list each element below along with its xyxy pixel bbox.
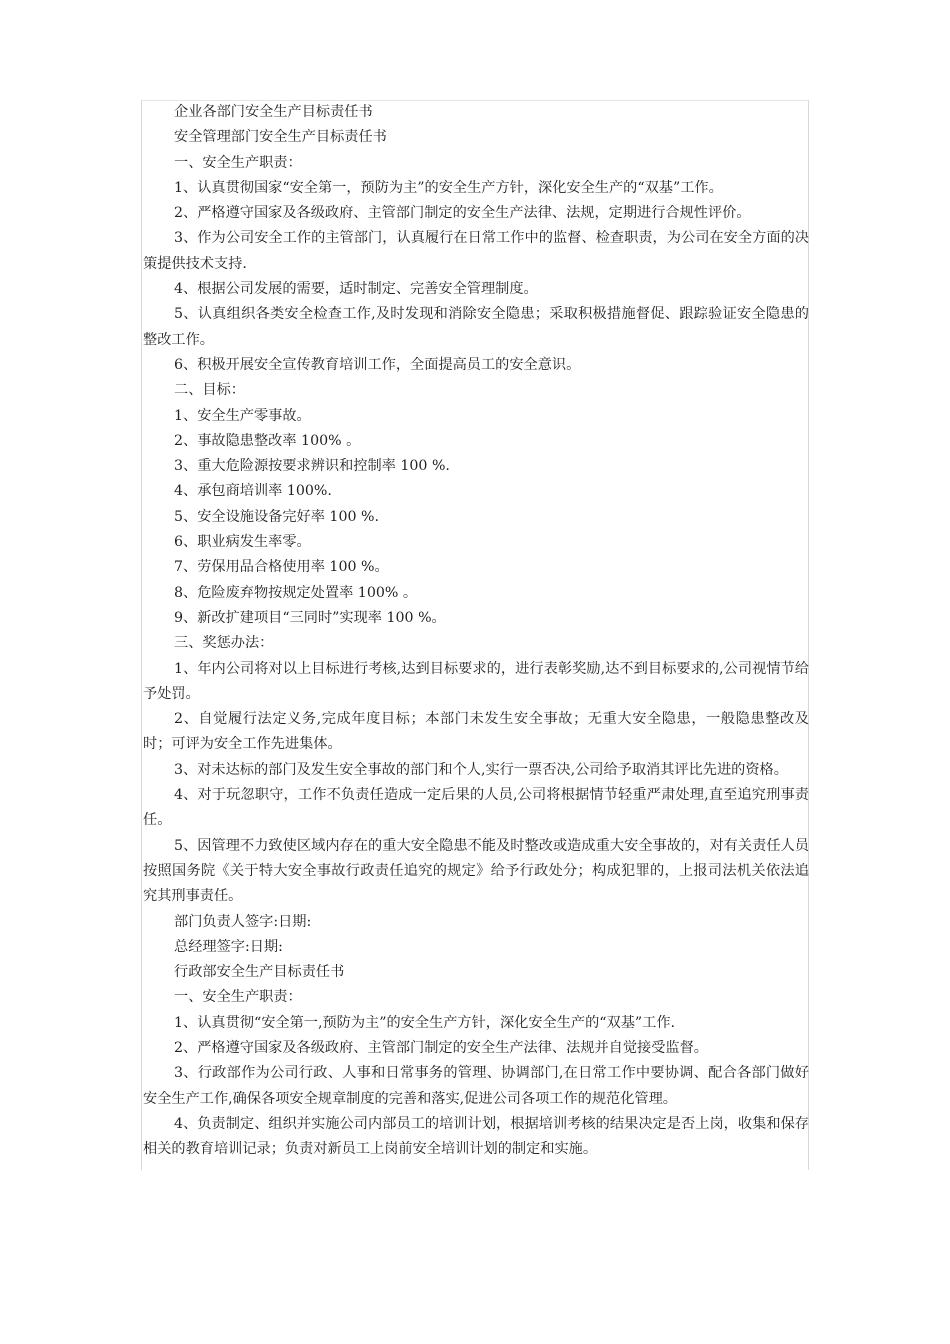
target-item: 6、职业病发生率零。 bbox=[174, 534, 311, 551]
target-item: 8、危险废弃物按规定处置率 100% 。 bbox=[174, 584, 418, 601]
reward-item: 5、因管理不力致使区域内存在的重大安全隐患不能及时整改或造成重大安全事故的，对有关责任人员按照国务院《关于特大安全事故行政责任追究的规定》给予行政处分；构成犯罪的，上报司法机关依法追究其刑事责任。 bbox=[143, 837, 809, 905]
target-item: 4、承包商培训率 100%. bbox=[174, 483, 332, 500]
document-body bbox=[143, 100, 809, 1162]
duty-item: 4、负责制定、组织并实施公司内部员工的培训计划，根据培训考核的结果决定是否上岗，收集和保存相关的教育培训记录；负责对新员工上岗前安全培训计划的制定和实施。 bbox=[143, 1115, 809, 1158]
signature-line-gm: 总经理签字:日期: bbox=[174, 938, 283, 955]
target-item: 7、劳保用品合格使用率 100 %。 bbox=[174, 559, 389, 576]
section-title-admin-dept: 行政部安全生产目标责任书 bbox=[174, 964, 345, 981]
target-item: 9、新改扩建项目“三同时”实现率 100 %。 bbox=[174, 609, 446, 626]
signature-line-dept-head: 部门负责人签字:日期: bbox=[174, 913, 312, 930]
duty-item: 3、行政部作为公司行政、人事和日常事务的管理、协调部门,在日常工作中要协调、配合各部门做好安全生产工作,确保各项安全规章制度的完善和落实,促进公司各项工作的规范化管理。 bbox=[143, 1065, 809, 1107]
reward-item: 4、对于玩忽职守，工作不负责任造成一定后果的人员,公司将根据情节轻重严肃处理,直至追究刑事责任。 bbox=[143, 787, 809, 829]
duty-item: 3、作为公司安全工作的主管部门，认真履行在日常工作中的监督、检查职责，为公司在安全方面的决策提供技术支持. bbox=[143, 230, 809, 272]
duty-item: 4、根据公司发展的需要，适时制定、完善安全管理制度。 bbox=[174, 281, 538, 298]
heading-duties: 一、安全生产职责： bbox=[174, 989, 302, 1006]
heading-duties: 一、安全生产职责： bbox=[174, 154, 302, 171]
target-item: 1、安全生产零事故。 bbox=[174, 407, 311, 424]
heading-targets: 二、目标： bbox=[174, 382, 245, 399]
target-item: 3、重大危险源按要求辨识和控制率 100 %. bbox=[174, 458, 450, 475]
duty-item: 6、积极开展安全宣传教育培训工作，全面提高员工的安全意识。 bbox=[174, 356, 581, 373]
duty-item: 2、严格遵守国家及各级政府、主管部门制定的安全生产法律、法规并自觉接受监督。 bbox=[174, 1039, 708, 1056]
document-title: 企业各部门安全生产目标责任书 bbox=[174, 104, 373, 120]
duty-item: 2、严格遵守国家及各级政府、主管部门制定的安全生产法律、法规，定期进行合规性评价。 bbox=[174, 205, 751, 222]
duty-item: 1、认真贯彻“安全第一,预防为主”的安全生产方针，深化安全生产的“双基”工作. bbox=[174, 1014, 676, 1031]
section-title-safety-dept: 安全管理部门安全生产目标责任书 bbox=[174, 129, 387, 146]
heading-rewards: 三、奖惩办法： bbox=[174, 635, 274, 652]
duty-item: 1、认真贯彻国家“安全第一，预防为主”的安全生产方针，深化安全生产的“双基”工作。 bbox=[174, 179, 723, 196]
target-item: 5、安全设施设备完好率 100 %. bbox=[174, 508, 379, 525]
target-item: 2、事故隐患整改率 100% 。 bbox=[174, 432, 361, 449]
reward-item: 3、对未达标的部门及发生安全事故的部门和个人,实行一票否决,公司给予取消其评比先进的资格。 bbox=[174, 761, 788, 778]
reward-item: 2、自觉履行法定义务,完成年度目标；本部门未发生安全事故；无重大安全隐患，一般隐患整改及时；可评为安全工作先进集体。 bbox=[143, 711, 809, 753]
duty-item: 5、认真组织各类安全检查工作,及时发现和消除安全隐患；采取积极措施督促、跟踪验证安全隐患的整改工作。 bbox=[143, 306, 809, 348]
reward-item: 1、年内公司将对以上目标进行考核,达到目标要求的，进行表彰奖励,达不到目标要求的,公司视情节给予处罚。 bbox=[143, 660, 809, 702]
